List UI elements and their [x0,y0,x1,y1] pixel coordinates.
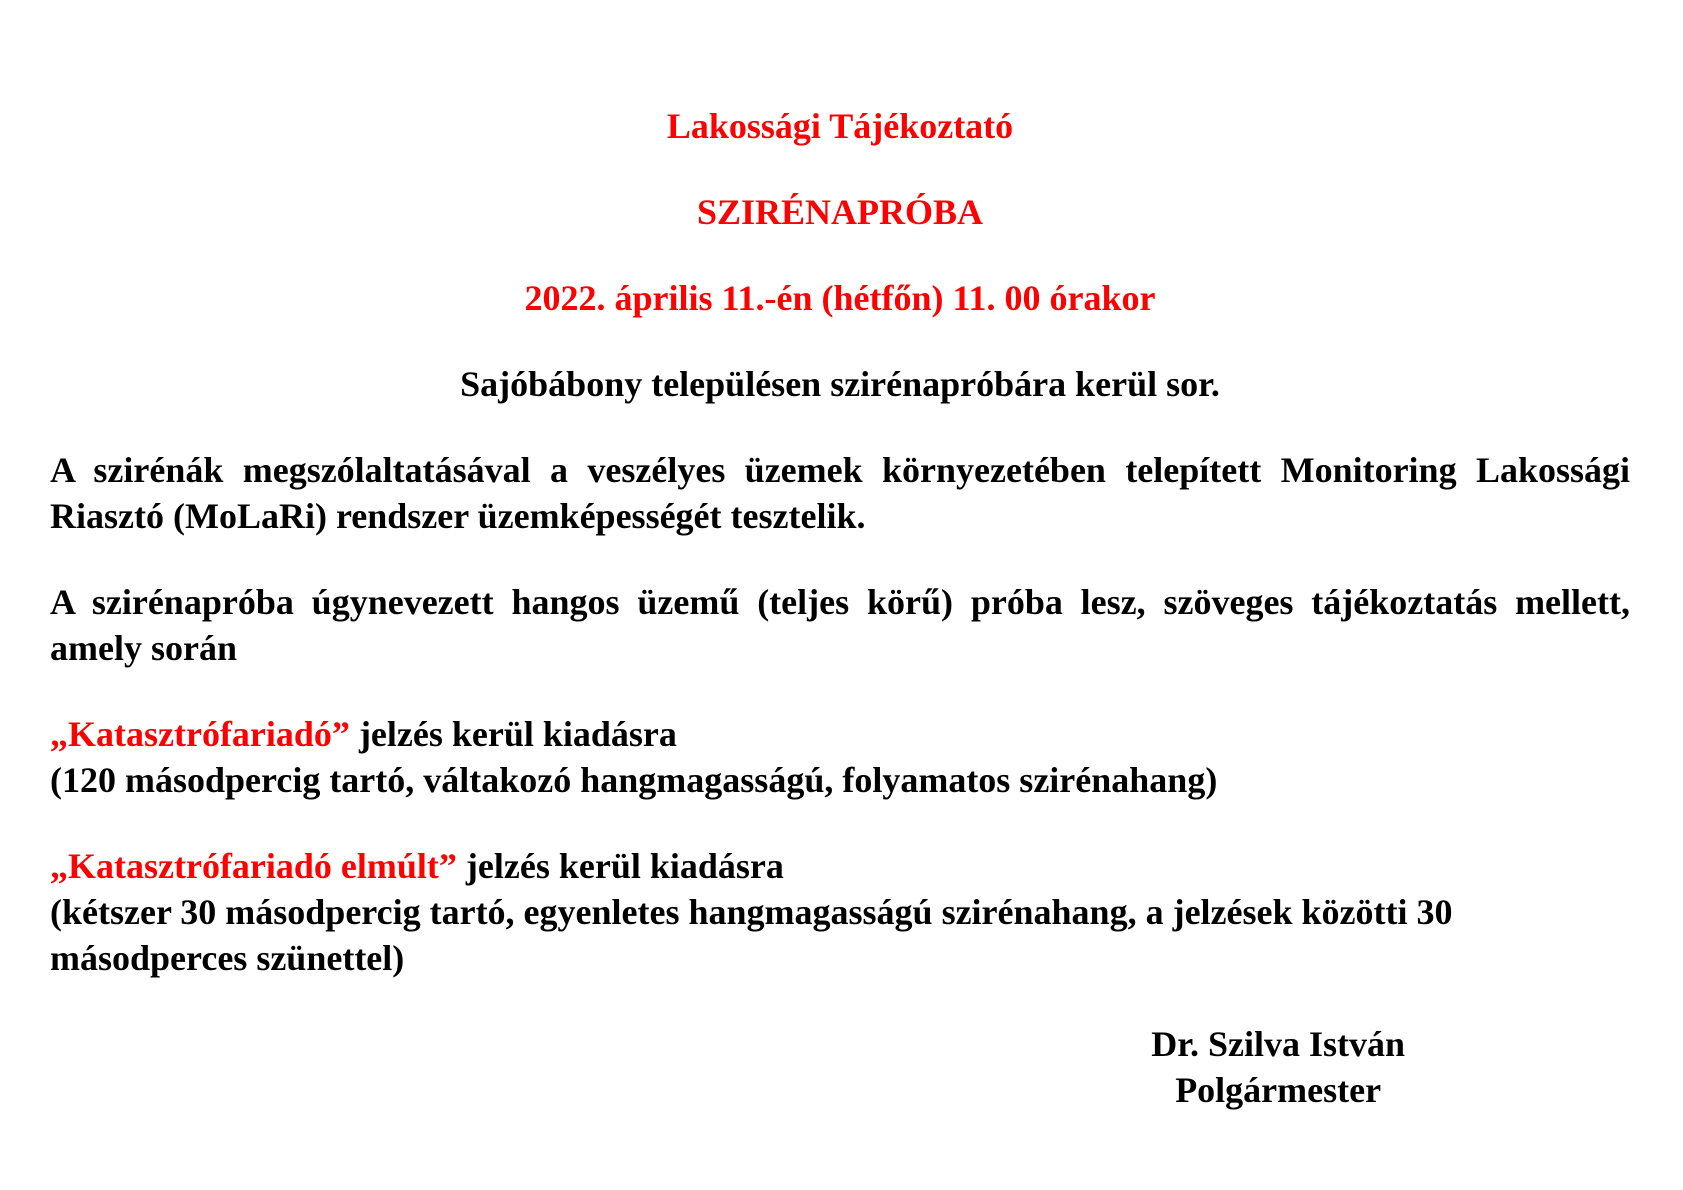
signal-description: (kétszer 30 másodpercig tartó, egyenletes hangmagasságú szirénahang, a jelzések közötti 30 másodperces szünettel) [50,892,1453,978]
signal-heading [50,711,1630,757]
signal-heading-suffix: jelzés kerül kiadásra [456,846,784,886]
notice-location-line: Sajóbábony településen szirénapróbára kerül sor. [460,364,1220,404]
notice-datetime: 2022. április 11.-én (hétfőn) 11. 00 órakor [524,278,1156,318]
notice-paragraph-molari: A szirénák megszólaltatásával a veszélyes üzemek környezetében telepített Monitoring Lakossági Riasztó (MoLaRi) rendszer üzemképességét tesztelik. [50,450,1630,536]
page-title: Lakossági Tájékoztató [666,106,1014,146]
signal-name: „Katasztrófariadó elmúlt” [50,846,457,886]
signature-title: Polgármester [1175,1070,1382,1110]
signature-block [1151,1021,1405,1113]
signal-katasztrofariado [50,711,1630,803]
signal-katasztrofariado-elmult [50,843,1630,981]
signal-name: „Katasztrófariadó” [50,714,350,754]
notice-subtitle: SZIRÉNAPRÓBA [696,192,984,232]
notice-paragraph-test-mode: A szirénapróba úgynevezett hangos üzemű (teljes körű) próba lesz, szöveges tájékoztatás mellett, amely során [50,582,1630,668]
signal-heading [50,843,1630,889]
signal-description: (120 másodpercig tartó, váltakozó hangmagasságú, folyamatos szirénahang) [50,760,1218,800]
signal-heading-suffix: jelzés kerül kiadásra [349,714,677,754]
signature-name: Dr. Szilva István [1151,1024,1405,1064]
